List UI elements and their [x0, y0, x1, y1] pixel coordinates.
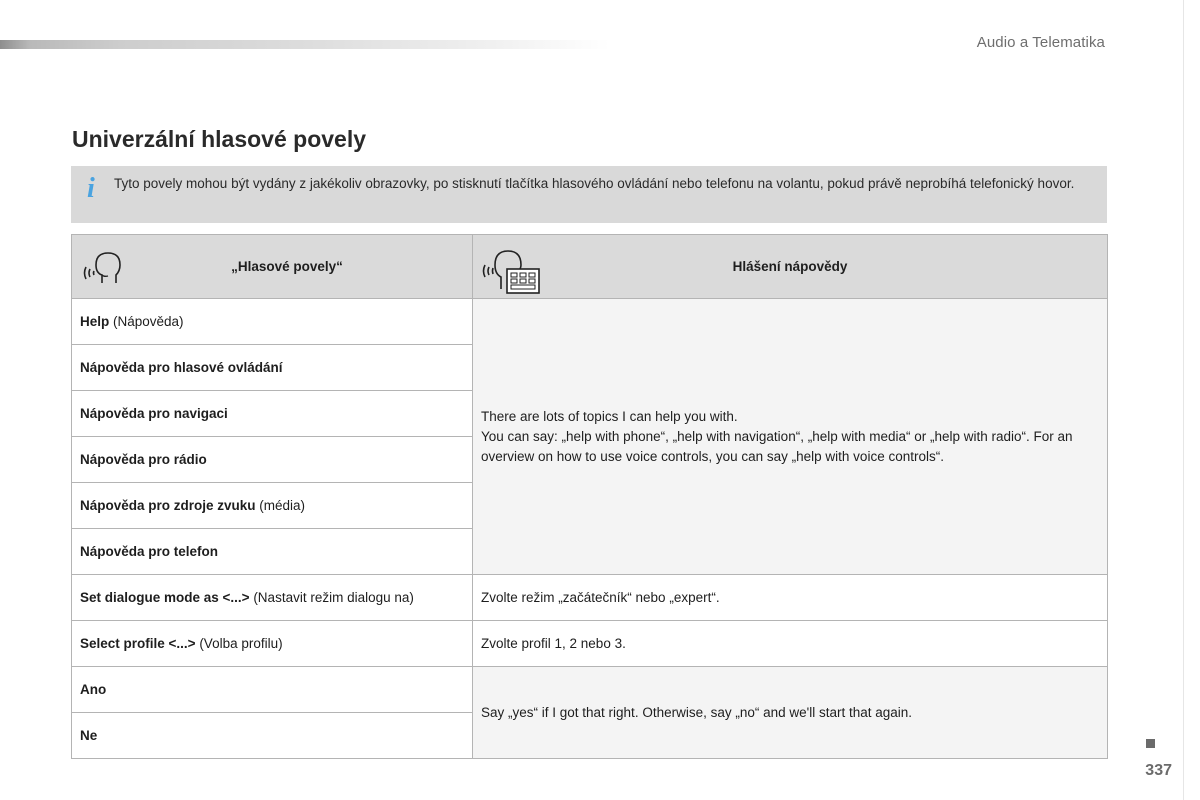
table-row: [72, 621, 1108, 667]
voice-commands-table: [71, 234, 1108, 759]
responses-column-header: [473, 235, 1108, 299]
table-row: [72, 667, 1108, 713]
command-cell: Ano: [72, 667, 473, 713]
section-title: Audio a Telematika: [976, 34, 1105, 51]
table-header-row: [72, 235, 1108, 299]
yes-no-response-cell: Say „yes“ if I got that right. Otherwise, say „no“ and we'll start that again.: [473, 667, 1108, 759]
profile-response-cell: Zvolte profil 1, 2 nebo 3.: [473, 621, 1108, 667]
command-cell: Nápověda pro navigaci: [72, 391, 473, 437]
dialogue-mode-response-cell: Zvolte režim „začátečník“ nebo „expert“.: [473, 575, 1108, 621]
responses-header-label: Hlášení nápovědy: [732, 259, 848, 274]
command-cell: Nápověda pro zdroje zvuku (média): [72, 483, 473, 529]
help-response-line-2: You can say: „help with phone“, „help with navigation“, „help with media“ or „help with radio“. For an overview on how to use voice controls, you can say „help with voice controls“.: [481, 428, 1073, 464]
help-response-cell: [473, 299, 1108, 575]
table-row: [72, 575, 1108, 621]
command-cell: Set dialogue mode as <...> (Nastavit režim dialogu na): [72, 575, 473, 621]
help-response-line-1: There are lots of topics I can help you with.: [481, 408, 738, 424]
page-edge-rule: [1183, 0, 1184, 800]
info-box: [71, 166, 1107, 223]
commands-header-label: „Hlasové povely“: [231, 259, 343, 274]
command-cell: Nápověda pro telefon: [72, 529, 473, 575]
command-cell: Ne: [72, 713, 473, 759]
info-text: Tyto povely mohou být vydány z jakékoliv obrazovky, po stisknutí tlačítka hlasového ovládání nebo telefonu na volantu, pokud právě neprobíhá telefonický hovor.: [114, 176, 1075, 191]
command-cell: Nápověda pro hlasové ovládání: [72, 345, 473, 391]
command-cell: Select profile <...> (Volba profilu): [72, 621, 473, 667]
page-marker: [1146, 739, 1155, 748]
table-row: [72, 299, 1108, 345]
commands-column-header: [72, 235, 473, 299]
command-cell: Nápověda pro rádio: [72, 437, 473, 483]
info-icon: i: [87, 173, 95, 204]
command-cell: Help (Nápověda): [72, 299, 473, 345]
page-number: 337: [1145, 762, 1172, 779]
header-gradient-bar: [0, 40, 610, 49]
page-title: Univerzální hlasové povely: [72, 126, 367, 152]
